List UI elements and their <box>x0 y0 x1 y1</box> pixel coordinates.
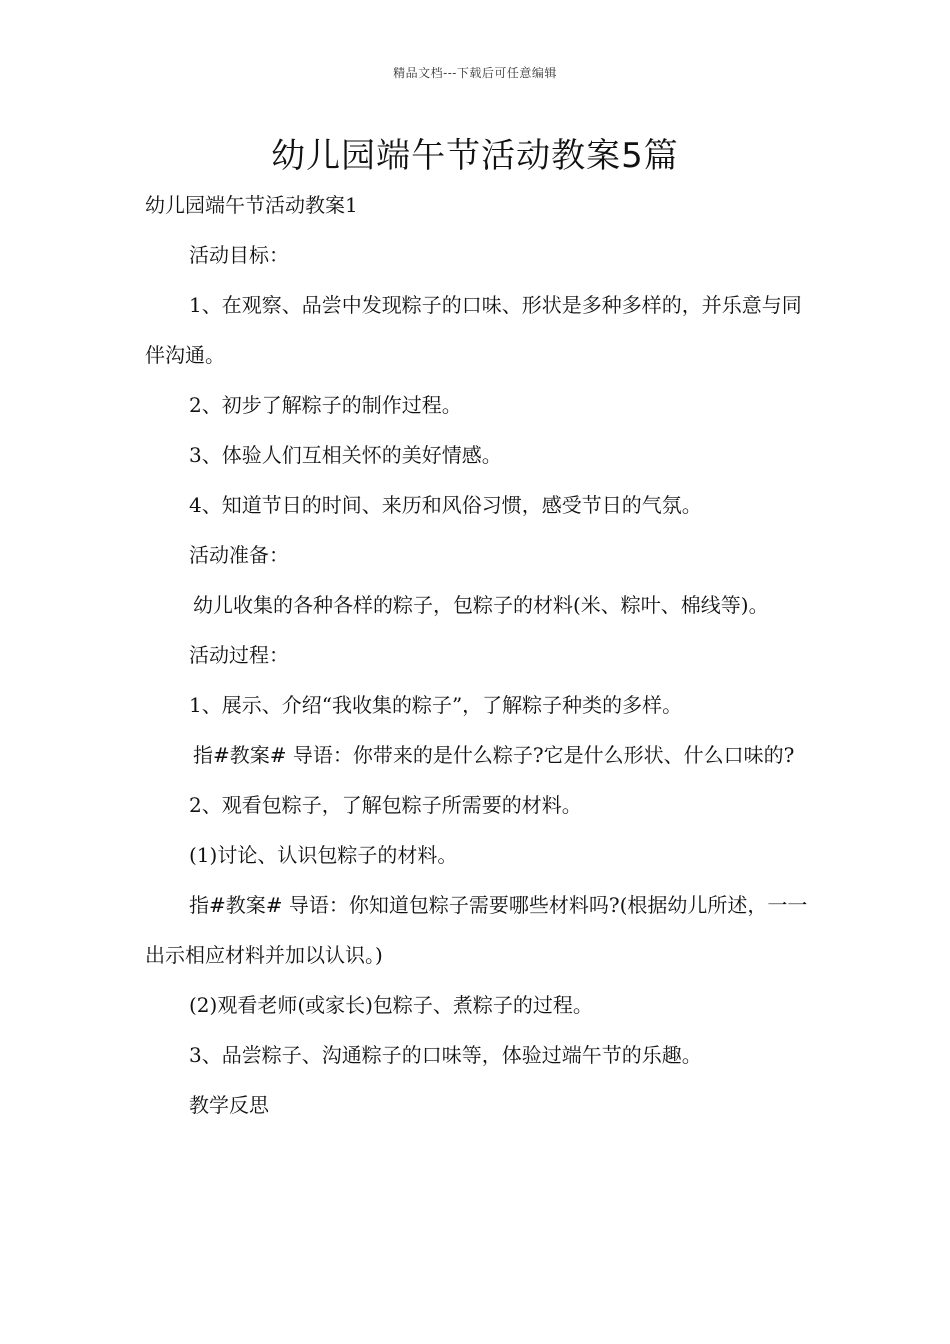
paragraph-process-1: 1、展示、介绍“我收集的粽子”，了解粽子种类的多样。 <box>189 693 683 717</box>
section-subtitle: 幼儿园端午节活动教案1 <box>145 193 358 217</box>
paragraph-process-2-1: (1)讨论、认识包粽子的材料。 <box>189 843 458 867</box>
paragraph-process-2-2: (2)观看老师(或家长)包粽子、煮粽子的过程。 <box>189 993 593 1017</box>
document-title: 幼儿园端午节活动教案5篇 <box>271 136 679 176</box>
paragraph-process-heading: 活动过程： <box>189 643 289 667</box>
paragraph-goal-1: 1、在观察、品尝中发现粽子的口味、形状是多种多样的，并乐意与同伴沟通。 <box>145 293 802 367</box>
paragraph-preparation: 幼儿收集的各种各样的粽子，包粽子的材料(米、粽叶、棉线等)。 <box>193 593 769 617</box>
document-body <box>145 180 820 1130</box>
paragraph-reflection-heading: 教学反思 <box>189 1093 269 1117</box>
paragraph-goal-3: 3、体验人们互相关怀的美好情感。 <box>189 443 502 467</box>
paragraph-process-2: 2、观看包粽子，了解包粽子所需要的材料。 <box>189 793 582 817</box>
paragraph-process-3: 3、品尝粽子、沟通粽子的口味等，体验过端午节的乐趣。 <box>189 1043 702 1067</box>
paragraph-preparation-heading: 活动准备： <box>189 543 289 567</box>
paragraph-guide-2: 指#教案# 导语：你知道包粽子需要哪些材料吗?(根据幼儿所述，一一出示相应材料并加以认识。) <box>145 893 808 967</box>
paragraph-goal-4: 4、知道节日的时间、来历和风俗习惯，感受节日的气氛。 <box>189 493 702 517</box>
paragraph-goals-heading: 活动目标： <box>189 243 289 267</box>
paragraph-goal-2: 2、初步了解粽子的制作过程。 <box>189 393 462 417</box>
paragraph-guide-1: 指#教案# 导语：你带来的是什么粽子?它是什么形状、什么口味的? <box>193 743 795 767</box>
header-note: 精品文档---下载后可任意编辑 <box>393 66 557 80</box>
